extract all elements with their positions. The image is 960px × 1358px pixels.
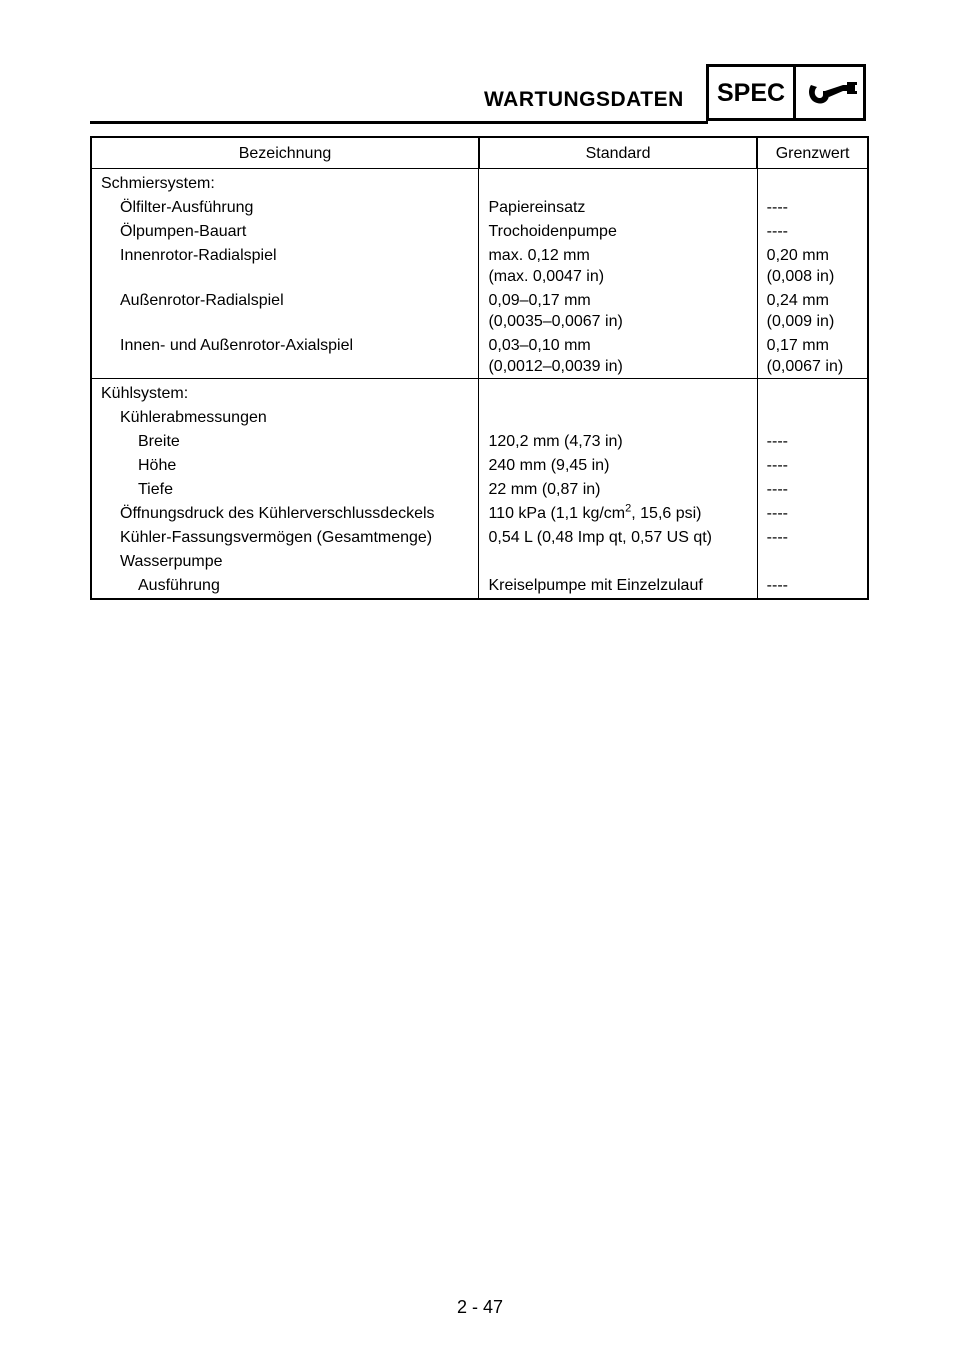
table-row xyxy=(91,572,868,599)
column-header-standard: Standard xyxy=(479,137,757,169)
page-number: 2 - 47 xyxy=(456,1297,504,1317)
row-standard xyxy=(479,379,757,405)
row-label: Breite xyxy=(91,428,479,452)
row-label: Kühlsystem: xyxy=(91,379,479,405)
row-standard xyxy=(479,242,757,287)
row-limit: ---- xyxy=(757,500,868,524)
table-header-row xyxy=(91,137,868,169)
row-standard xyxy=(479,500,757,524)
table-row xyxy=(91,452,868,476)
row-standard: Kreiselpumpe mit Einzelzulauf xyxy=(479,572,757,599)
column-header-grenzwert: Grenzwert xyxy=(757,137,868,169)
row-limit: ---- xyxy=(757,524,868,548)
row-label: Ölfilter-Ausführung xyxy=(91,194,479,218)
table-row xyxy=(91,548,868,572)
row-limit: ---- xyxy=(757,194,868,218)
row-standard xyxy=(479,287,757,332)
table-row xyxy=(91,476,868,500)
row-limit xyxy=(757,548,868,572)
row-label: Außenrotor-Radialspiel xyxy=(91,287,479,332)
row-standard: Trochoidenpumpe xyxy=(479,218,757,242)
row-standard: 22 mm (0,87 in) xyxy=(479,476,757,500)
row-standard xyxy=(479,548,757,572)
standard-imperial: (0,0012–0,0039 in) xyxy=(488,358,623,375)
limit-metric: 0,17 mm xyxy=(766,337,829,354)
row-standard xyxy=(479,169,757,195)
table-row xyxy=(91,242,868,287)
row-limit: ---- xyxy=(757,428,868,452)
standard-metric: max. 0,12 mm xyxy=(488,247,590,264)
table-row xyxy=(91,428,868,452)
row-standard: 120,2 mm (4,73 in) xyxy=(479,428,757,452)
row-label: Tiefe xyxy=(91,476,479,500)
row-label: Innenrotor-Radialspiel xyxy=(91,242,479,287)
row-standard xyxy=(479,332,757,379)
table-row xyxy=(91,287,868,332)
row-label: Öffnungsdruck des Kühlerverschlussdeckels xyxy=(91,500,479,524)
page-title: WARTUNGSDATEN xyxy=(484,88,684,111)
standard-metric: 0,09–0,17 mm xyxy=(488,292,591,309)
standard-imperial: (max. 0,0047 in) xyxy=(488,268,605,285)
table-row xyxy=(91,379,868,405)
table-row xyxy=(91,404,868,428)
limit-metric: 0,20 mm xyxy=(766,247,829,264)
row-label: Kühler-Fassungsvermögen (Gesamtmenge) xyxy=(91,524,479,548)
table-row xyxy=(91,500,868,524)
row-limit xyxy=(757,404,868,428)
standard-pressure-suffix: , 15,6 psi) xyxy=(631,505,702,522)
row-limit: ---- xyxy=(757,452,868,476)
limit-metric: 0,24 mm xyxy=(766,292,829,309)
row-limit xyxy=(757,287,868,332)
row-label: Kühlerabmessungen xyxy=(91,404,479,428)
limit-imperial: (0,009 in) xyxy=(766,313,835,330)
row-label: Höhe xyxy=(91,452,479,476)
row-limit xyxy=(757,332,868,379)
row-label: Innen- und Außenrotor-Axialspiel xyxy=(91,332,479,379)
row-limit xyxy=(757,169,868,195)
row-limit xyxy=(757,379,868,405)
header-rule xyxy=(90,121,708,124)
row-standard: 240 mm (9,45 in) xyxy=(479,452,757,476)
row-label: Schmiersystem: xyxy=(91,169,479,195)
spec-badge xyxy=(706,64,866,121)
wrench-icon xyxy=(803,77,861,111)
table-row xyxy=(91,332,868,379)
row-standard xyxy=(479,404,757,428)
row-label: Ausführung xyxy=(91,572,479,599)
superscript-2: 2 xyxy=(625,502,632,515)
spec-badge-divider xyxy=(793,67,796,118)
row-label: Ölpumpen-Bauart xyxy=(91,218,479,242)
row-standard: 0,54 L (0,48 Imp qt, 0,57 US qt) xyxy=(479,524,757,548)
limit-imperial: (0,008 in) xyxy=(766,268,835,285)
specification-table xyxy=(90,136,869,600)
row-limit: ---- xyxy=(757,572,868,599)
standard-pressure-prefix: 110 kPa (1,1 kg/cm xyxy=(488,505,626,522)
table-row xyxy=(91,218,868,242)
spec-badge-label: SPEC xyxy=(717,79,786,107)
table-row xyxy=(91,194,868,218)
row-limit: ---- xyxy=(757,476,868,500)
row-limit: ---- xyxy=(757,218,868,242)
table-row xyxy=(91,524,868,548)
row-label: Wasserpumpe xyxy=(91,548,479,572)
table-row xyxy=(91,169,868,195)
row-limit xyxy=(757,242,868,287)
standard-metric: 0,03–0,10 mm xyxy=(488,337,591,354)
column-header-bezeichnung: Bezeichnung xyxy=(91,137,479,169)
row-standard: Papiereinsatz xyxy=(479,194,757,218)
standard-imperial: (0,0035–0,0067 in) xyxy=(488,313,623,330)
limit-imperial: (0,0067 in) xyxy=(766,358,844,375)
